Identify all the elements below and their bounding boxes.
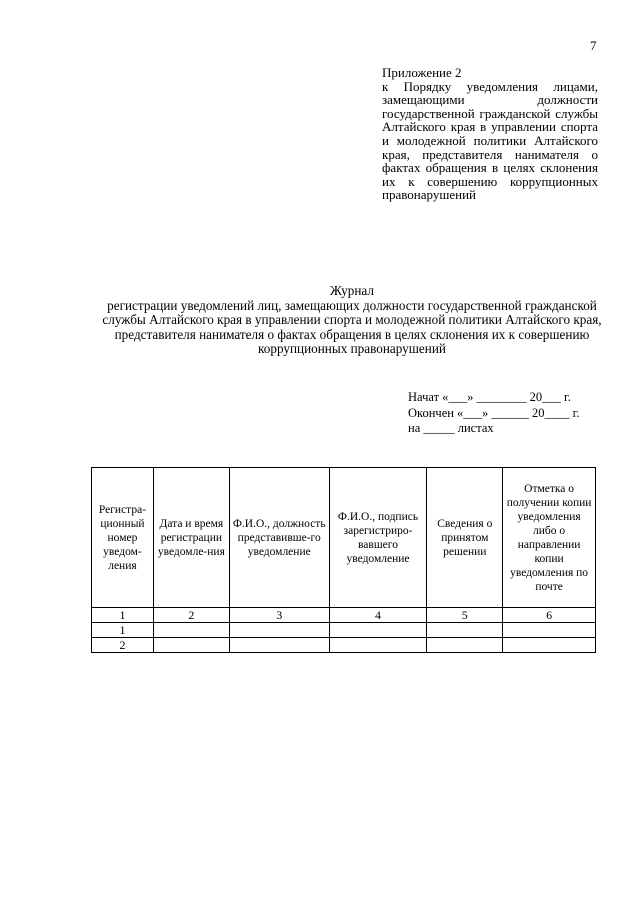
table-cell	[229, 638, 329, 653]
table-cell: 2	[92, 638, 154, 653]
table-cell	[329, 638, 427, 653]
table-cell	[229, 623, 329, 638]
started-line: Начат «___» ________ 20___ г.	[408, 390, 571, 404]
sheets-line: на _____ листах	[408, 421, 494, 435]
table-header-row	[92, 468, 596, 608]
column-number-row	[92, 608, 596, 623]
column-number: 1	[92, 608, 154, 623]
journal-title: Журнал	[330, 283, 374, 298]
header-decision: Сведения о принятом решении	[427, 468, 503, 608]
column-number: 5	[427, 608, 503, 623]
table-row	[92, 638, 596, 653]
table-cell	[329, 623, 427, 638]
header-copy-mark: Отметка о получении копии уведомления либо о направлении копии уведомления по почте	[503, 468, 596, 608]
ended-line: Окончен «___» ______ 20____ г.	[408, 405, 580, 420]
header-date-time: Дата и время регистрации уведомле-ния	[153, 468, 229, 608]
page-number: 7	[590, 38, 597, 53]
table-cell	[503, 638, 596, 653]
table-cell	[153, 638, 229, 653]
column-number: 4	[329, 608, 427, 623]
appendix-title: Приложение 2	[382, 65, 462, 80]
appendix-text: к Порядку уведомления лицами, замещающими должности государственной гражданской службы Алтайского края в управлении спорта и молодежной политики Алтайского края, представителя нанимателя о фактах обращения в целях склонения их к совершению коррупционных правонарушений	[382, 78, 598, 203]
column-number: 2	[153, 608, 229, 623]
journal-description: регистрации уведомлений лиц, замещающих должности государственной гражданской службы Алтайского края в управлении спорта и молодежной политики Алтайского края, представителя нанимателя о фактах обращения в целях склонения их к совершению коррупционных правонарушений	[102, 297, 602, 357]
header-reg-number: Регистра-ционный номер уведом-ления	[92, 468, 154, 608]
column-number: 6	[503, 608, 596, 623]
journal-heading	[92, 284, 612, 357]
appendix-block	[382, 66, 598, 202]
start-end-block	[408, 390, 608, 437]
table-row	[92, 623, 596, 638]
table-cell	[503, 623, 596, 638]
column-number: 3	[229, 608, 329, 623]
table-cell: 1	[92, 623, 154, 638]
header-registrar: Ф.И.О., подпись зарегистриро-вавшего уведомление	[329, 468, 427, 608]
table-cell	[427, 623, 503, 638]
table-cell	[427, 638, 503, 653]
table-cell	[153, 623, 229, 638]
register-table	[91, 467, 596, 653]
header-submitter: Ф.И.О., должность представивше-го уведомление	[229, 468, 329, 608]
